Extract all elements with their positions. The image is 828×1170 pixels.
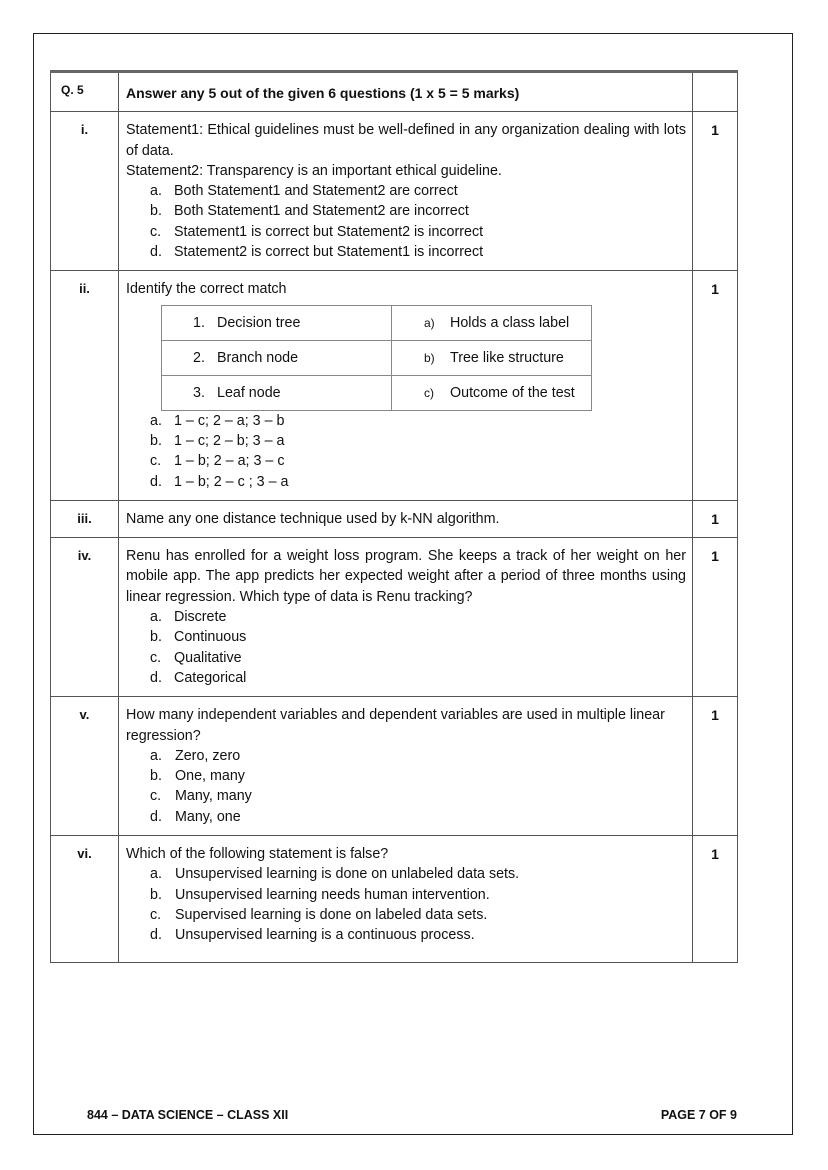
option-d: d. Statement2 is correct but Statement1 is incorrect bbox=[150, 244, 484, 261]
question-text: How many independent variables and dependent variables are used in multiple linear regression? bbox=[126, 707, 665, 744]
match-right-cell: c) Outcome of the test bbox=[392, 375, 592, 410]
match-row bbox=[162, 375, 592, 410]
option-a: a. Discrete bbox=[150, 609, 227, 626]
question-text: Renu has enrolled for a weight loss program. She keeps a track of her weight on her mobile app. The app predicts her expected weight after a period of three months using linear regression. Which type of data is Renu tracking? bbox=[126, 548, 686, 605]
question-body bbox=[119, 500, 693, 537]
options-list bbox=[126, 607, 686, 688]
question-row bbox=[51, 538, 738, 697]
question-text: Which of the following statement is false? bbox=[126, 846, 389, 863]
match-table bbox=[161, 305, 592, 411]
question-marks: 1 bbox=[693, 538, 738, 697]
option-d: d. 1 – b; 2 – c ; 3 – a bbox=[150, 473, 289, 490]
section-marks-cell bbox=[693, 72, 738, 112]
question-row bbox=[51, 500, 738, 537]
match-row bbox=[162, 340, 592, 375]
question-text: Name any one distance technique used by k-NN algorithm. bbox=[126, 510, 500, 527]
option-b: b. Continuous bbox=[150, 629, 247, 646]
option-c: c. Qualitative bbox=[150, 649, 242, 666]
match-left-cell: 3. Leaf node bbox=[162, 375, 392, 410]
match-right-cell: a) Holds a class label bbox=[392, 305, 592, 340]
question-marks: 1 bbox=[693, 836, 738, 962]
option-d: d. Many, one bbox=[150, 808, 241, 825]
question-table bbox=[50, 70, 738, 963]
option-d: d. Unsupervised learning is a continuous process. bbox=[150, 927, 475, 944]
question-number: iv. bbox=[51, 538, 119, 697]
question-number: v. bbox=[51, 697, 119, 836]
match-right-cell: b) Tree like structure bbox=[392, 340, 592, 375]
question-number: vi. bbox=[51, 836, 119, 962]
question-number: ii. bbox=[51, 271, 119, 500]
question-marks: 1 bbox=[693, 697, 738, 836]
question-text: Identify the correct match bbox=[126, 281, 287, 298]
option-b: b. Both Statement1 and Statement2 are incorrect bbox=[150, 203, 469, 220]
match-left-cell: 2. Branch node bbox=[162, 340, 392, 375]
question-row bbox=[51, 697, 738, 836]
section-number: Q. 5 bbox=[51, 72, 119, 112]
footer-subject: 844 – DATA SCIENCE – CLASS XII bbox=[87, 1108, 289, 1122]
option-a: a. Unsupervised learning is done on unlabeled data sets. bbox=[150, 866, 520, 883]
question-row bbox=[51, 112, 738, 271]
options-list bbox=[126, 411, 686, 492]
match-left-cell: 1. Decision tree bbox=[162, 305, 392, 340]
option-c: c. 1 – b; 2 – a; 3 – c bbox=[150, 453, 285, 470]
section-instruction: Answer any 5 out of the given 6 questions (1 x 5 = 5 marks) bbox=[119, 72, 693, 112]
option-a: a. Both Statement1 and Statement2 are correct bbox=[150, 183, 458, 200]
question-body bbox=[119, 271, 693, 500]
question-body bbox=[119, 836, 693, 962]
option-b: b. Unsupervised learning needs human intervention. bbox=[150, 886, 490, 903]
question-row bbox=[51, 836, 738, 962]
option-c: c. Many, many bbox=[150, 788, 252, 805]
section-header-row bbox=[51, 72, 738, 112]
footer-page-number: PAGE 7 OF 9 bbox=[660, 1108, 737, 1122]
question-body bbox=[119, 538, 693, 697]
option-b: b. One, many bbox=[150, 768, 245, 785]
option-b: b. 1 – c; 2 – b; 3 – a bbox=[150, 432, 285, 449]
option-c: c. Statement1 is correct but Statement2 is incorrect bbox=[150, 223, 484, 240]
question-marks: 1 bbox=[693, 271, 738, 500]
options-list bbox=[126, 181, 686, 262]
statement-1: Statement1: Ethical guidelines must be well-defined in any organization dealing with lots of data. bbox=[126, 122, 686, 159]
question-body bbox=[119, 112, 693, 271]
question-number: iii. bbox=[51, 500, 119, 537]
question-marks: 1 bbox=[693, 112, 738, 271]
statement-2: Statement2: Transparency is an important ethical guideline. bbox=[126, 162, 502, 179]
question-body bbox=[119, 697, 693, 836]
question-row bbox=[51, 271, 738, 500]
question-number: i. bbox=[51, 112, 119, 271]
question-marks: 1 bbox=[693, 500, 738, 537]
option-a: a. 1 – c; 2 – a; 3 – b bbox=[150, 412, 285, 429]
options-list bbox=[126, 864, 686, 945]
match-row bbox=[162, 305, 592, 340]
option-a: a. Zero, zero bbox=[150, 747, 241, 764]
options-list bbox=[126, 746, 686, 827]
option-d: d. Categorical bbox=[150, 669, 247, 686]
option-c: c. Supervised learning is done on labeled data sets. bbox=[150, 906, 488, 923]
